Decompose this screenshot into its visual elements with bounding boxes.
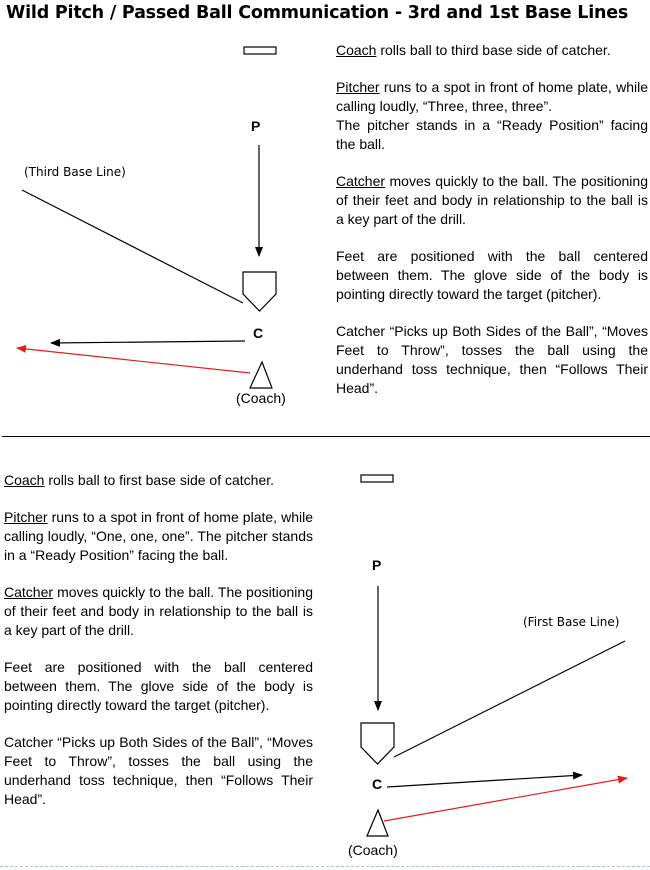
toss-paragraph: Catcher “Picks up Both Sides of the Ball”, “Moves Feet to Throw”, tosses the ball using the underhand toss technique, then “Follows Their Head”. (336, 323, 648, 396)
catcher-label: C (372, 776, 383, 792)
feet-paragraph: Feet are positioned with the ball centered between them. The glove side of the body is pointing directly toward the target (pitcher). (336, 248, 648, 302)
top-diagram (17, 47, 286, 406)
catcher-move-arrow (387, 775, 582, 787)
coach-roll-arrow (17, 348, 250, 373)
third-base-line-label: (Third Base Line) (24, 165, 126, 179)
third-base-line (22, 190, 243, 303)
catcher-label: C (253, 325, 264, 341)
bottom-diagram (348, 475, 627, 858)
top-instructions: Coach rolls ball to third base side of catcher. Pitcher runs to a spot in front of home plate, while calling loudly, “Three, three, three”. The pitcher stands in a “Ready Position” facing the ball. Catcher moves quickly to the ball. The positioning of their feet and body in relationship to the ball is a key part of the drill. Feet are positioned with the ball centered between them. The glove side of the body is pointing directly toward the target (pitcher). Catcher “Picks up Both Sides of the Ball”, “Moves Feet to Throw”, tosses the ball using the underhand toss technique, then “Follows Their Head”. (336, 42, 648, 396)
pitching-rubber (361, 475, 393, 482)
section-divider (2, 436, 650, 437)
home-plate (361, 723, 394, 764)
coach-marker (367, 810, 388, 836)
catcher-term: Catcher (4, 584, 54, 600)
catcher-term: Catcher (336, 173, 386, 189)
coach-term: Coach (4, 472, 45, 488)
first-base-line-label: (First Base Line) (523, 615, 620, 629)
feet-paragraph: Feet are positioned with the ball centered between them. The glove side of the body is pointing directly toward the target (pitcher). (4, 659, 313, 713)
coach-label: (Coach) (236, 390, 286, 406)
first-base-line (394, 641, 625, 757)
coach-marker (250, 362, 272, 388)
bottom-instructions: Coach rolls ball to first base side of catcher. Pitcher runs to a spot in front of home plate, while calling loudly, “One, one, one”. The pitcher stands in a “Ready Position” facing the ball. Catcher moves quickly to the ball. The positioning of their feet and body in relationship to the ball is a key part of the drill. Feet are positioned with the ball centered between them. The glove side of the body is pointing directly toward the target (pitcher). Catcher “Picks up Both Sides of the Ball”, “Moves Feet to Throw”, tosses the ball using the underhand toss technique, then “Follows Their Head”. (4, 472, 313, 807)
home-plate (243, 272, 276, 311)
coach-label: (Coach) (348, 842, 398, 858)
pitcher-term: Pitcher (4, 509, 48, 525)
page-bottom-rule (0, 866, 650, 867)
toss-paragraph: Catcher “Picks up Both Sides of the Ball”, “Moves Feet to Throw”, tosses the ball using the underhand toss technique, then “Follows Their Head”. (4, 734, 313, 807)
page-title: Wild Pitch / Passed Ball Communication - 3rd and 1st Base Lines (6, 3, 629, 23)
pitcher-label: P (372, 557, 382, 573)
pitching-rubber (244, 47, 276, 54)
pitcher-term: Pitcher (336, 79, 380, 95)
pitcher-label: P (251, 118, 261, 134)
catcher-move-arrow (51, 341, 245, 343)
coach-term: Coach (336, 42, 377, 58)
